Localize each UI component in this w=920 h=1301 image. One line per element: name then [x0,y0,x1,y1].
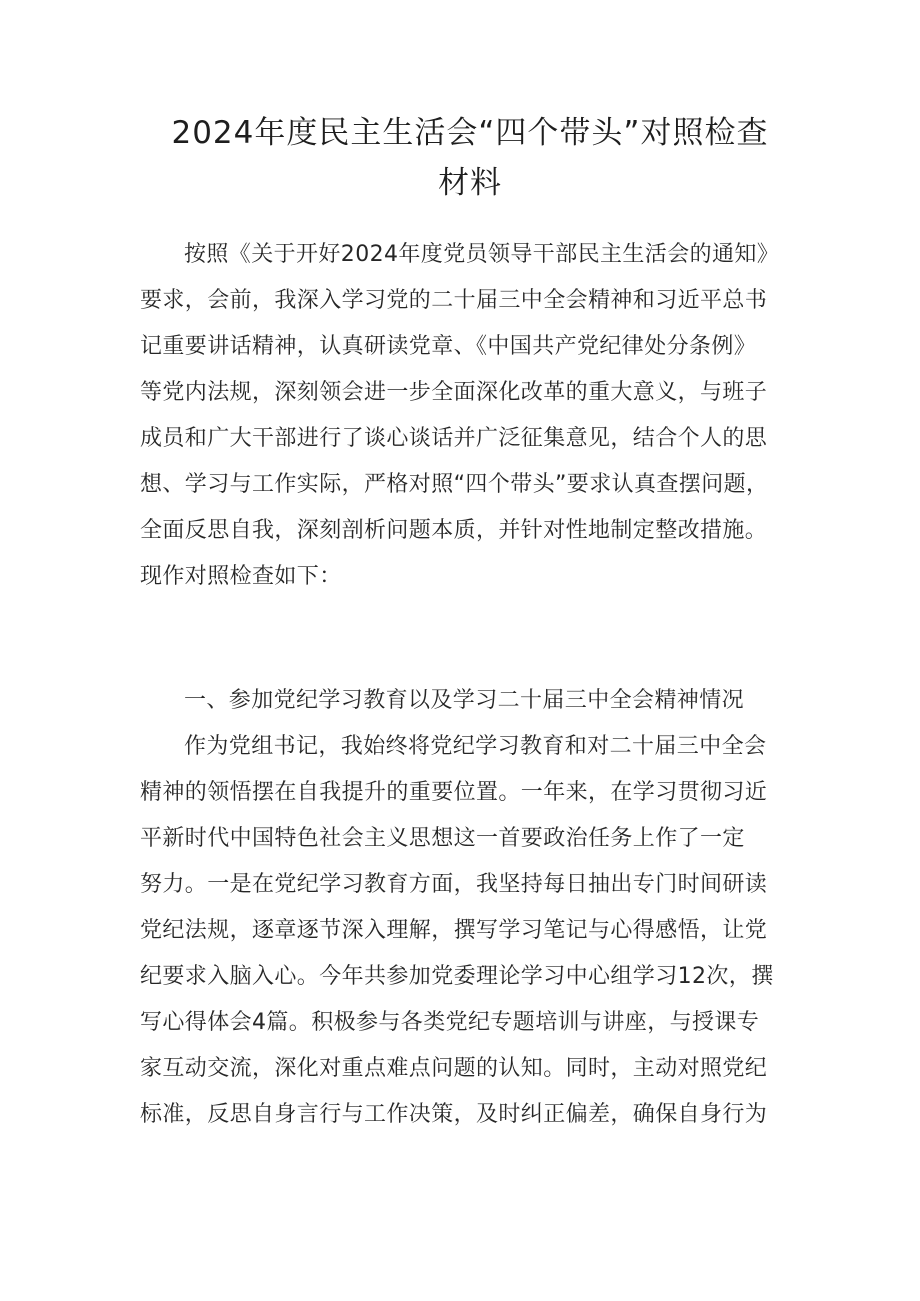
section-heading: 一、参加党纪学习教育以及学习二十届三中全会精神情况 [184,688,745,713]
intro-line: 全面反思自我，深刻剖析问题本质，并针对性地制定整改措施。 [140,518,768,543]
section-line: 党纪法规，逐章逐节深入理解，撰写学习笔记与心得感悟，让党 [140,918,768,943]
section-line: 作为党组书记，我始终将党纪学习教育和对二十届三中全会 [184,734,767,759]
document-title [140,108,800,208]
intro-line: 等党内法规，深刻领会进一步全面深化改革的重大意义，与班子 [140,380,768,405]
section-line: 平新时代中国特色社会主义思想这一首要政治任务上作了一定 [140,826,745,851]
section-line: 写心得体会4篇。积极参与各类党纪专题培训与讲座，与授课专 [140,1010,760,1035]
intro-line: 按照《关于开好2024年度党员领导干部民主生活会的通知》 [184,242,780,267]
intro-line: 要求，会前，我深入学习党的二十届三中全会精神和习近平总书 [140,288,768,313]
intro-paragraph [140,232,790,600]
section-1 [140,678,790,1138]
title-line-1: 2024年度民主生活会“四个带头”对照检查 [171,115,769,151]
intro-line: 想、学习与工作实际，严格对照“四个带头”要求认真查摆问题， [140,472,769,497]
section-line: 家互动交流，深化对重点难点问题的认知。同时，主动对照党纪 [140,1056,768,1081]
title-line-2: 材料 [438,165,502,201]
section-line: 努力。一是在党纪学习教育方面，我坚持每日抽出专门时间研读 [140,872,768,897]
section-line: 精神的领悟摆在自我提升的重要位置。一年来，在学习贯彻习近 [140,780,768,805]
intro-line: 记重要讲话精神，认真研读党章、《中国共产党纪律处分条例》 [140,334,757,359]
section-line: 纪要求入脑入心。今年共参加党委理论学习中心组学习12次，撰 [140,964,774,989]
intro-line: 现作对照检查如下： [140,564,342,589]
section-line: 标准，反思自身言行与工作决策，及时纠正偏差，确保自身行为 [140,1102,768,1127]
intro-line: 成员和广大干部进行了谈心谈话并广泛征集意见，结合个人的思 [140,426,768,451]
